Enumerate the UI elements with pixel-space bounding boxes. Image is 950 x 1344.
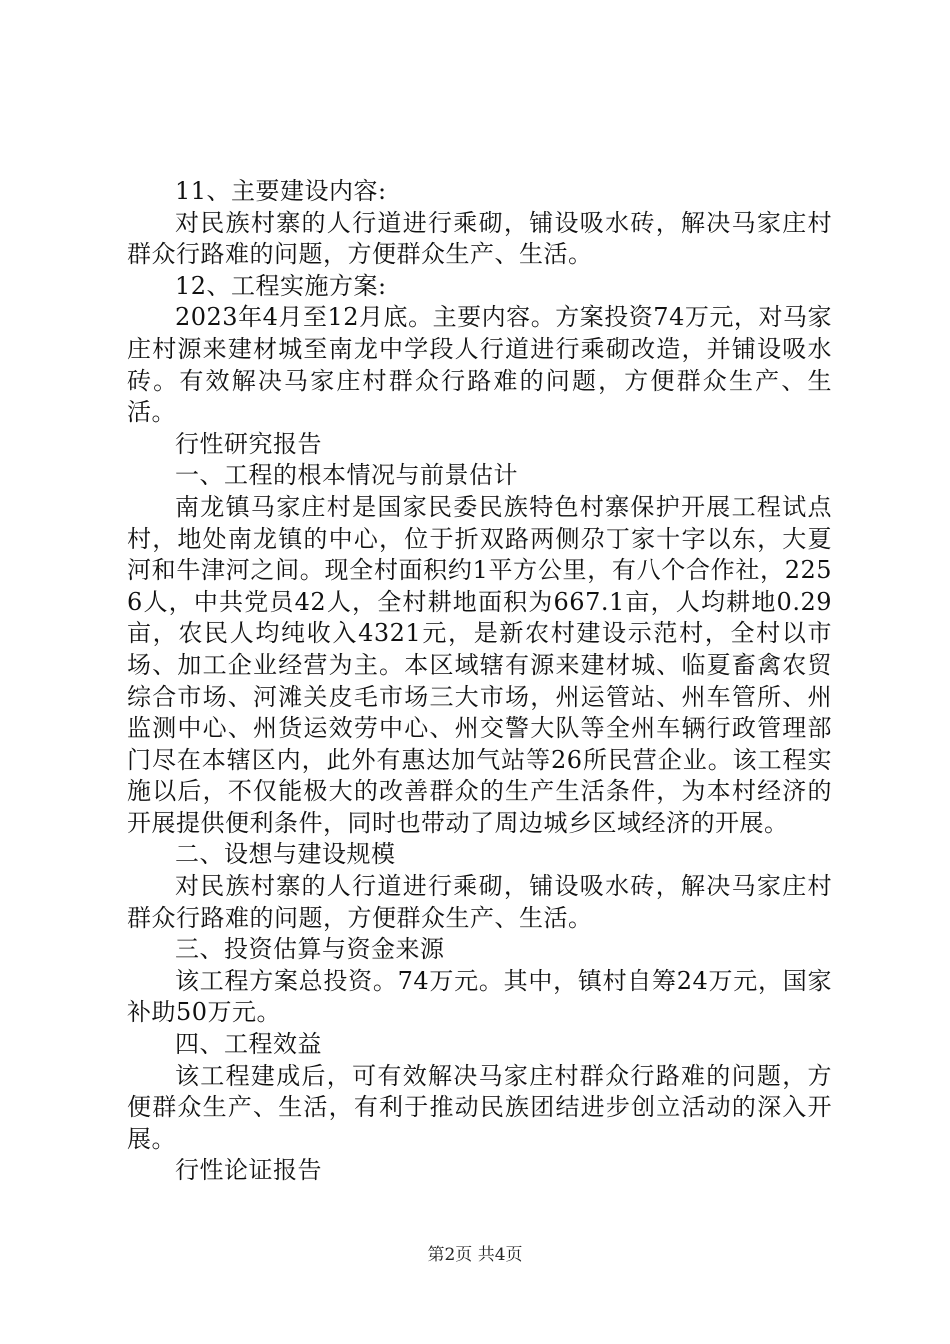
paragraph-village-overview: 南龙镇马家庄村是国家民委民族特色村寨保护开展工程试点村，地处南龙镇的中心，位于折双路两侧尕丁家十字以东，大夏河和牛津河之间。现全村面积约1平方公里，有八个合作社，2256人，中共党员42人，全村耕地面积为667.1亩，人均耕地0.29亩，农民人均纯收入4321元，是新农村建设示范村，全村以市场、加工企业经营为主。本区域辖有源来建材城、临夏畜禽农贸综合市场、河滩关皮毛市场三大市场，州运管站、州车管所、州监测中心、州货运效劳中心、州交警大队等全州车辆行政管理部门尽在本辖区内，此外有惠达加气站等26所民营企业。该工程实施以后，不仅能极大的改善群众的生产生活条件，为本村经济的开展提供便利条件，同时也带动了周边城乡区域经济的开展。: [127, 492, 832, 837]
heading-section-two: 二、设想与建设规模: [175, 840, 396, 869]
heading-section-three: 三、投资估算与资金来源: [175, 935, 445, 964]
heading-section-one: 一、工程的根本情况与前景估计: [175, 461, 518, 490]
heading-section-four: 四、工程效益: [175, 1030, 322, 1059]
page-footer: 第2页 共4页: [427, 1245, 523, 1265]
paragraph-benefits: 该工程建成后，可有效解决马家庄村群众行路难的问题，方便群众生产、生活，有利于推动民族团结进步创立活动的深入开展。: [127, 1061, 832, 1153]
paragraph-investment: 该工程方案总投资。74万元。其中，镇村自筹24万元，国家补助50万元。: [127, 966, 832, 1027]
heading-feasibility-argument-report: 行性论证报告: [175, 1156, 322, 1185]
paragraph-construction-content: 对民族村寨的人行道进行乘砌，铺设吸水砖，解决马家庄村群众行路难的问题，方便群众生产、生活。: [127, 208, 832, 269]
paragraph-implementation-plan: 2023年4月至12月底。主要内容。方案投资74万元，对马家庄村源来建材城至南龙中学段人行道进行乘砌改造，并铺设吸水砖。有效解决马家庄村群众行路难的问题，方便群众生产、生活。: [127, 303, 832, 427]
heading-implementation-plan: 12、工程实施方案:: [175, 271, 387, 300]
paragraph-construction-scale: 对民族村寨的人行道进行乘砌，铺设吸水砖，解决马家庄村群众行路难的问题，方便群众生产、生活。: [127, 872, 832, 932]
heading-main-construction-content: 11、主要建设内容:: [175, 177, 387, 205]
heading-feasibility-research-report: 行性研究报告: [175, 429, 322, 458]
document-body: [127, 176, 832, 1187]
